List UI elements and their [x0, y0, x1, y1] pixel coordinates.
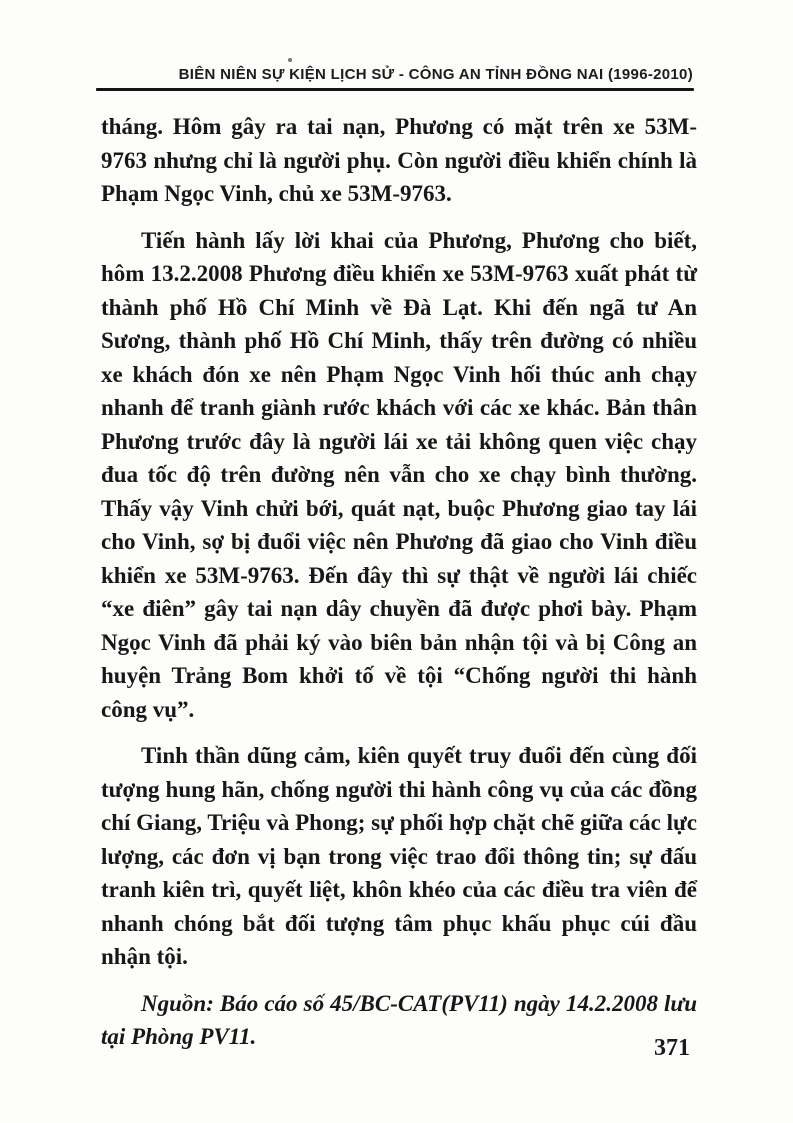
running-header-text: BIÊN NIÊN SỰ KIỆN LỊCH SỬ - CÔNG AN TỈNH ĐỒNG NAI (1996-2010) [178, 66, 693, 83]
paragraph-continuation: tháng. Hôm gây ra tai nạn, Phương có mặt trên xe 53M-9763 nhưng chỉ là người phụ. Còn người điều khiển chính là Phạm Ngọc Vinh, chủ xe 53M-9763. [101, 114, 697, 206]
paragraph-commendation: Tinh thần dũng cảm, kiên quyết truy đuổi đến cùng đối tượng hung hãn, chống người thi hành công vụ của các đồng chí Giang, Triệu và Phong; sự phối hợp chặt chẽ giữa các lực lượng, các đơn vị bạn trong việc trao đổi thông tin; sự đấu tranh kiên trì, quyết liệt, khôn khéo của các điều tra viên để nhanh chóng bắt đối tượng tâm phục khấu phục cúi đầu nhận tội. [101, 743, 697, 969]
header-rule [96, 88, 694, 91]
paragraph-investigation: Tiến hành lấy lời khai của Phương, Phương cho biết, hôm 13.2.2008 Phương điều khiển xe 53M-9763 xuất phát từ thành phố Hồ Chí Minh về Đà Lạt. Khi đến ngã tư An Sương, thành phố Hồ Chí Minh, thấy trên đường có nhiều xe khách đón xe nên Phạm Ngọc Vinh hối thúc anh chạy nhanh để tranh giành rước khách với các xe khác. Bản thân Phương trước đây là người lái xe tải không quen việc chạy đua tốc độ trên đường nên vẫn cho xe chạy bình thường. Thấy vậy Vinh chửi bới, quát nạt, buộc Phương giao tay lái cho Vinh, sợ bị đuổi việc nên Phương đã giao cho Vinh điều khiển xe 53M-9763. Đến đây thì sự thật về người lái chiếc “xe điên” gây tai nạn dây chuyền đã được phơi bày. Phạm Ngọc Vinh đã phải ký vào biên bản nhận tội và bị Công an huyện Trảng Bom khởi tố về tội “Chống người thi hành công vụ”. [101, 227, 697, 722]
running-header [96, 66, 693, 84]
page-number: 371 [654, 1035, 690, 1061]
page-body [101, 110, 697, 1067]
source-citation: Nguồn: Báo cáo số 45/BC-CAT(PV11) ngày 14.2.2008 lưu tại Phòng PV11. [101, 990, 697, 1049]
scan-artifact-dot [288, 58, 292, 62]
